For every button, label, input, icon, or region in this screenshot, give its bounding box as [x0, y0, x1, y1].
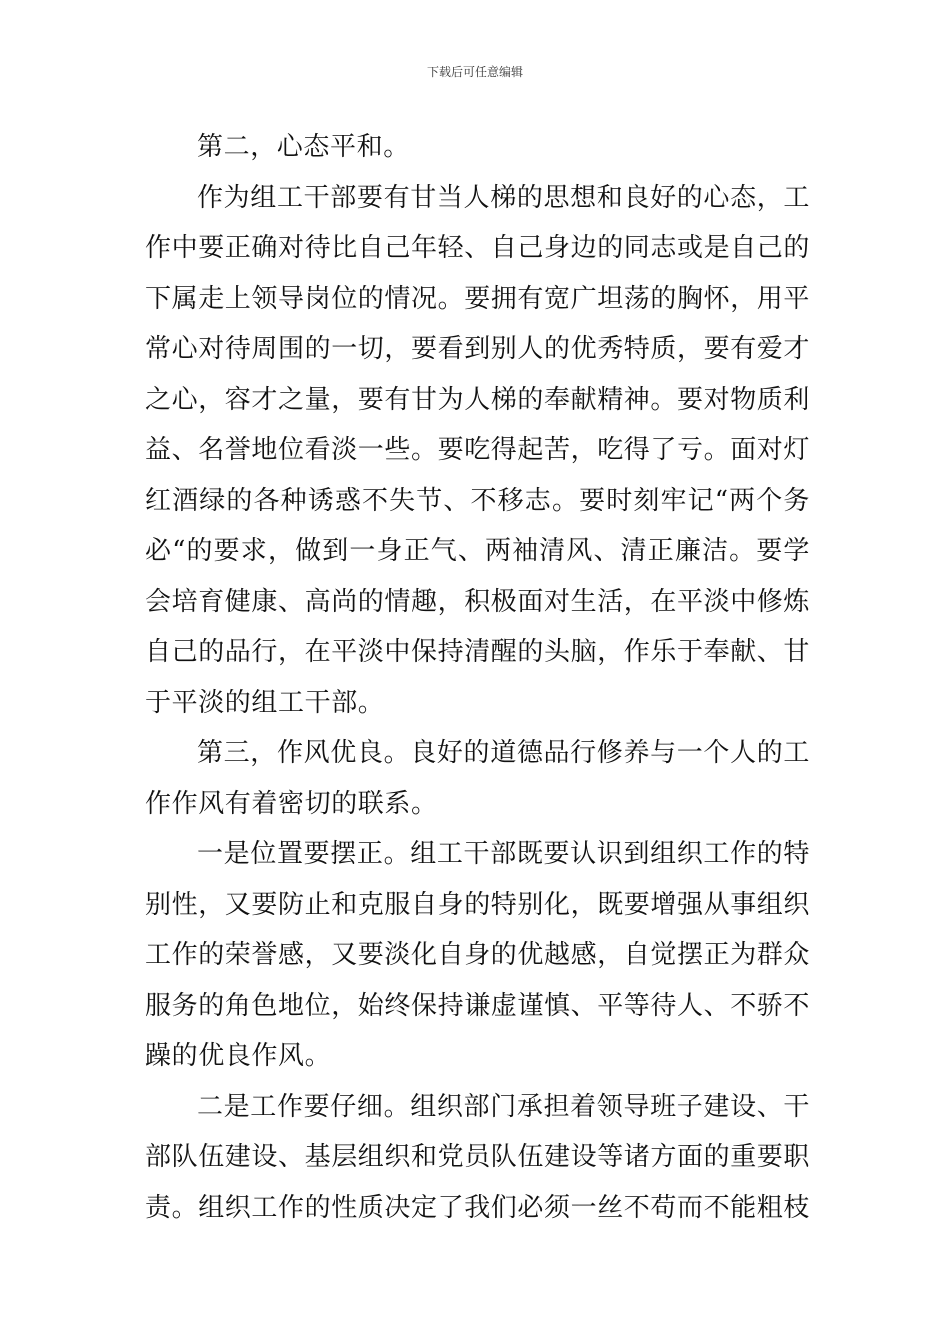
page-header: 下载后可任意编辑: [426, 65, 523, 79]
paragraph-section-two-body: 作为组工干部要有甘当人梯的思想和良好的心态，工作中要正确对待比自己年轻、自己身边的同志或是自己的下属走上领导岗位的情况。要拥有宽广坦荡的胸怀，用平常心对待周围的一切，要看到别人的优秀特质，要有爱才之心，容才之量，要有甘为人梯的奉献精神。要对物质利益、名誉地位看淡一些。要吃得起苦，吃得了亏。面对灯红酒绿的各种诱惑不失节、不移志。要时刻牢记“两个务必“的要求，做到一身正气、两袖清风、清正廉洁。要学会培育健康、高尚的情趣，积极面对生活，在平淡中修炼自己的品行，在平淡中保持清醒的头脑，作乐于奉献、甘于平淡的组工干部。: [145, 182, 811, 718]
paragraph-section-two-title: 第二，心态平和。: [197, 132, 410, 162]
paragraph-work-careful: 二是工作要仔细。组织部门承担着领导班子建设、干部队伍建设、基层组织和党员队伍建设等诸方面的重要职责。组织工作的性质决定了我们必须一丝不苟而不能粗枝: [145, 1091, 811, 1223]
paragraph-position: 一是位置要摆正。组工干部既要认识到组织工作的特别性，又要防止和克服自身的特别化，既要增强从事组织工作的荣誉感，又要淡化自身的优越感，自觉摆正为群众服务的角色地位，始终保持谦虚谨慎、平等待人、不骄不躁的优良作风。: [145, 839, 811, 1071]
document-body: [145, 122, 810, 1233]
paragraph-section-three-title: 第三，作风优良。良好的道德品行修养与一个人的工作作风有着密切的联系。: [145, 738, 810, 819]
